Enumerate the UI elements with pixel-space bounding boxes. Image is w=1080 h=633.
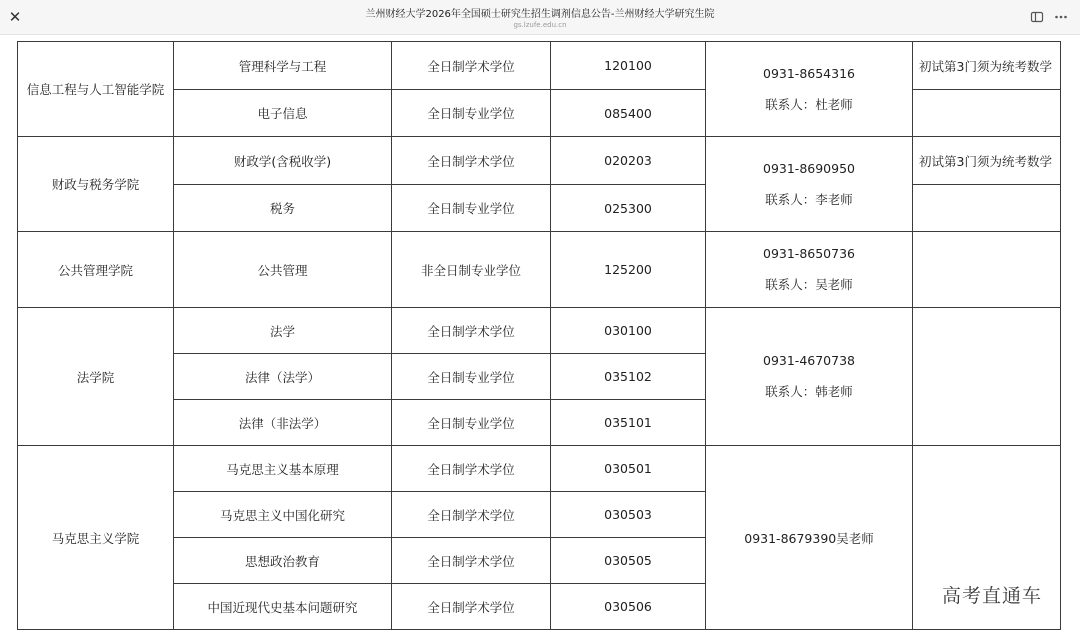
major-cell: 管理科学与工程 <box>174 42 392 90</box>
degree-type-cell: 全日制学术学位 <box>392 538 551 584</box>
major-cell: 马克思主义基本原理 <box>174 446 392 492</box>
contact-person: 联系人：杜老师 <box>765 96 853 112</box>
major-cell: 税务 <box>174 185 392 232</box>
contact-cell <box>706 137 913 232</box>
major-code-cell: 020203 <box>551 137 706 185</box>
degree-type-cell: 全日制专业学位 <box>392 185 551 232</box>
major-cell: 法学 <box>174 308 392 354</box>
major-cell: 财政学(含税收学) <box>174 137 392 185</box>
major-code-cell: 030503 <box>551 492 706 538</box>
major-code-cell: 030506 <box>551 584 706 630</box>
page-url: gs.lzufe.edu.cn <box>513 21 567 29</box>
degree-type-cell: 全日制学术学位 <box>392 446 551 492</box>
page-title: 兰州财经大学2026年全国硕士研究生招生调剂信息公告-兰州财经大学研究生院 <box>365 9 715 20</box>
contact-phone: 0931-8650736 <box>763 246 855 261</box>
major-cell: 电子信息 <box>174 90 392 137</box>
contact-person: 联系人：韩老师 <box>765 384 853 399</box>
college-cell: 财政与税务学院 <box>17 137 174 232</box>
contact-cell <box>706 42 913 137</box>
college-cell: 法学院 <box>17 308 174 446</box>
contact-person: 联系人：李老师 <box>765 191 853 207</box>
college-cell: 信息工程与人工智能学院 <box>17 42 174 137</box>
major-cell: 法律（非法学） <box>174 400 392 446</box>
major-cell: 公共管理 <box>174 232 392 308</box>
contact-cell <box>706 446 913 630</box>
degree-type-cell: 全日制学术学位 <box>392 308 551 354</box>
note-cell <box>913 308 1061 446</box>
college-cell: 公共管理学院 <box>17 232 174 308</box>
contact-phone: 0931-4670738 <box>763 353 855 368</box>
major-code-cell: 085400 <box>551 90 706 137</box>
degree-type-cell: 全日制学术学位 <box>392 584 551 630</box>
major-cell: 法律（法学） <box>174 354 392 400</box>
degree-type-cell: 全日制学术学位 <box>392 42 551 90</box>
major-code-cell: 030100 <box>551 308 706 354</box>
degree-type-cell: 全日制专业学位 <box>392 400 551 446</box>
major-cell: 马克思主义中国化研究 <box>174 492 392 538</box>
major-cell: 中国近现代史基本问题研究 <box>174 584 392 630</box>
college-cell: 马克思主义学院 <box>17 446 174 630</box>
contact-phone: 0931-8690950 <box>763 160 855 176</box>
watermark: 高考直通车 <box>942 585 1043 607</box>
contact-person: 联系人：吴老师 <box>765 277 853 292</box>
contact-cell <box>706 232 913 308</box>
major-code-cell: 035101 <box>551 400 706 446</box>
note-cell: 初试第3门须为统考数学 <box>913 42 1061 90</box>
major-code-cell: 030501 <box>551 446 706 492</box>
more-options-icon[interactable] <box>1054 10 1068 24</box>
major-code-cell: 025300 <box>551 185 706 232</box>
note-cell <box>913 185 1061 232</box>
contact-phone: 0931-8654316 <box>763 65 855 81</box>
note-cell: 初试第3门须为统考数学 <box>913 137 1061 185</box>
major-code-cell: 125200 <box>551 232 706 308</box>
degree-type-cell: 全日制专业学位 <box>392 354 551 400</box>
close-icon[interactable]: ✕ <box>8 8 22 26</box>
contact-phone: 0931-8679390吴老师 <box>744 530 874 546</box>
degree-type-cell: 全日制学术学位 <box>392 137 551 185</box>
contact-cell <box>706 308 913 446</box>
sidebar-toggle-icon[interactable] <box>1030 10 1044 24</box>
major-code-cell: 035102 <box>551 354 706 400</box>
degree-type-cell: 全日制学术学位 <box>392 492 551 538</box>
note-cell <box>913 90 1061 137</box>
degree-type-cell: 非全日制专业学位 <box>392 232 551 308</box>
browser-top-bar <box>0 0 1080 35</box>
degree-type-cell: 全日制专业学位 <box>392 90 551 137</box>
major-cell: 思想政治教育 <box>174 538 392 584</box>
note-cell <box>913 232 1061 308</box>
major-code-cell: 120100 <box>551 42 706 90</box>
major-code-cell: 030505 <box>551 538 706 584</box>
